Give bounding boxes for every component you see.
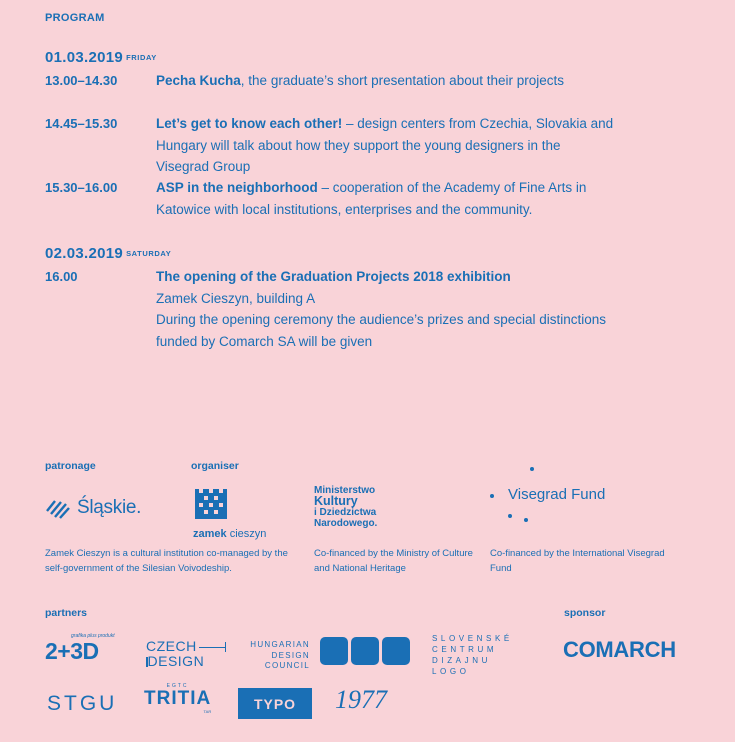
hungarian-design-council-logo — [240, 640, 310, 672]
ministry-logo — [314, 485, 377, 529]
event-time: 13.00–14.30 — [45, 73, 118, 88]
day-1-header — [45, 49, 157, 66]
event-item — [45, 113, 616, 178]
zamek-logo-bold: zamek — [193, 528, 227, 540]
zamek-caption: Zamek Cieszyn is a cultural institution co-managed by the self-government of the Silesian Voivodeship. — [45, 548, 288, 574]
mft-block-icon — [382, 637, 410, 665]
comarch-logo: COMARCH — [563, 637, 676, 662]
organiser-label: organiser — [191, 460, 239, 472]
tritia-logo — [144, 683, 211, 714]
event-title: Let’s get to know each other! — [156, 116, 343, 131]
slaskie-text: Śląskie. — [77, 497, 142, 518]
event-text: , the graduate’s short presentation about their projects — [240, 73, 564, 88]
zamek-cieszyn-logo — [193, 487, 266, 540]
event-description — [156, 266, 616, 352]
slovak-design-center-logo — [432, 633, 513, 677]
slaskie-logo — [45, 497, 141, 519]
mft-logo — [320, 637, 410, 665]
patronage-label: patronage — [45, 460, 96, 472]
stgu-logo: STGU — [47, 692, 118, 715]
event-time: 15.30–16.00 — [45, 180, 118, 195]
czech-design-line1: CZECH — [146, 638, 197, 654]
castle-icon — [193, 487, 229, 519]
ministry-logo-line: Ministerstwo — [314, 485, 376, 496]
visegrad-dot-icon — [530, 467, 534, 471]
visegrad-dot-icon — [508, 514, 512, 518]
partners-label: partners — [45, 607, 88, 619]
event-text: During the opening ceremony the audience’s prizes and special distinctions funded by Comarch SA will be given — [156, 312, 607, 349]
sdc-line: SLOVENSKÉ — [432, 634, 513, 643]
program-heading: PROGRAM — [45, 12, 105, 24]
hdc-line: COUNCIL — [264, 661, 310, 670]
slaskie-wave-icon — [45, 497, 71, 519]
event-title: Pecha Kucha — [156, 73, 241, 88]
sdc-line: CENTRUM — [432, 645, 498, 654]
event-item — [45, 266, 616, 352]
sponsor-label: sponsor — [564, 607, 606, 619]
year-1977-logo: 1977 — [335, 685, 387, 714]
event-item — [45, 177, 616, 220]
day-1-weekday: FRIDAY — [126, 53, 157, 62]
day-2-header — [45, 245, 171, 262]
day-2-date: 02.03.2019 — [45, 245, 124, 262]
design-2-3d-logo — [45, 633, 115, 663]
typo-logo: TYPO — [238, 688, 312, 719]
visegrad-fund-logo — [488, 463, 628, 533]
event-text: – cooperation of the Academy of Fine Arts in Katowice with local institutions, enterprises and the community. — [156, 180, 587, 217]
czech-design-logo — [146, 639, 226, 669]
mft-block-icon — [320, 637, 348, 665]
day-2-weekday: SATURDAY — [126, 249, 172, 258]
tritia-sub-text: TAR — [203, 709, 212, 714]
event-title: The opening of the Graduation Projects 2018 exhibition — [156, 269, 511, 284]
zamek-logo-light: cieszyn — [226, 528, 267, 540]
event-description — [156, 70, 606, 92]
event-description — [156, 113, 616, 178]
design-2-3d-text: 2+3D — [45, 638, 99, 664]
visegrad-dot-icon — [490, 494, 494, 498]
event-time: 16.00 — [45, 269, 78, 284]
visegrad-text: Visegrad Fund — [508, 486, 606, 503]
event-time: 14.45–15.30 — [45, 116, 118, 131]
czech-design-line2: DESIGN — [147, 653, 205, 669]
ministry-logo-line: Narodowego. — [314, 518, 378, 529]
tritia-small-text: EGTC — [166, 683, 189, 689]
ministry-caption: Co-financed by the Ministry of Culture and National Heritage — [314, 548, 473, 574]
event-text: – design centers from Czechia, Slovakia and Hungary will talk about how they support the young designers in the Visegrad Group — [156, 116, 614, 174]
ministry-logo-line: i Dziedzictwa — [314, 507, 377, 518]
visegrad-dot-icon — [524, 518, 528, 522]
sdc-line: DIZAJNU — [432, 656, 491, 665]
design-2-3d-small-text: grafika plus produkt — [71, 633, 115, 639]
hdc-line: DESIGN — [271, 650, 310, 660]
tritia-text: TRITIA — [144, 688, 212, 709]
event-title: ASP in the neighborhood — [156, 180, 318, 195]
visegrad-caption: Co-financed by the International Visegrad Fund — [490, 548, 665, 574]
mft-block-icon — [351, 637, 379, 665]
hdc-line: HUNGARIAN — [250, 640, 310, 649]
sdc-line: LOGO — [432, 667, 470, 676]
zamek-logo-text — [193, 528, 266, 540]
event-description — [156, 177, 616, 220]
day-1-date: 01.03.2019 — [45, 49, 124, 66]
event-item — [45, 70, 606, 92]
ministry-logo-line: Kultury — [314, 494, 358, 508]
event-location: Zamek Cieszyn, building A — [156, 290, 316, 306]
